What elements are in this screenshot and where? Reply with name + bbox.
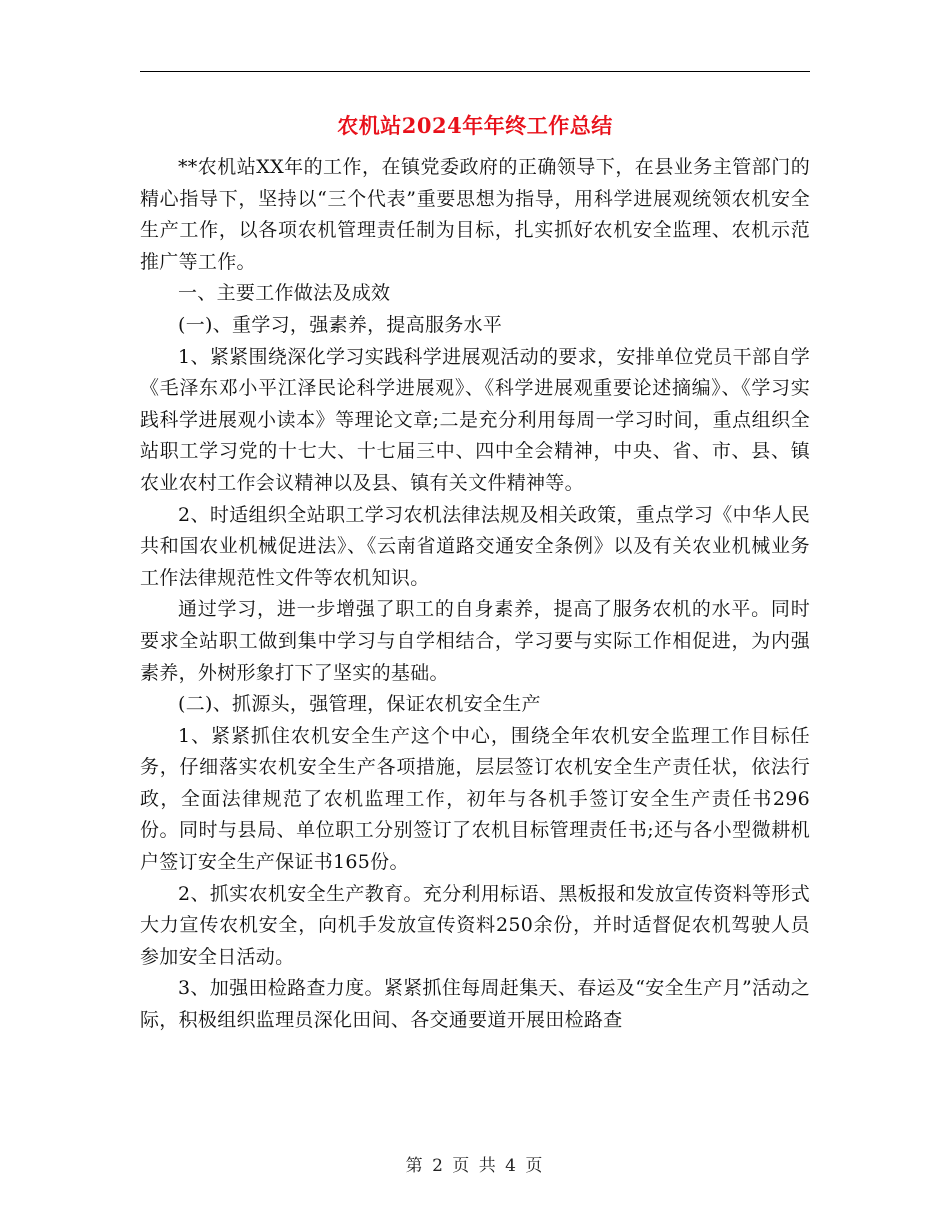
paragraph-safety-3: 3、加强田检路查力度。紧紧抓住每周赶集天、春运及“安全生产月”活动之际，积极组织监理员深化田间、各交通要道开展田检路查 xyxy=(140,977,810,1032)
paragraph-study-result: 通过学习，进一步增强了职工的自身素养，提高了服务农机的水平。同时要求全站职工做到集中学习与自学相结合，学习要与实际工作相促进，为内强素养，外树形象打下了坚实的基础。 xyxy=(140,598,810,684)
document-body xyxy=(140,152,810,1037)
subsection-heading-study: (一)、重学习，强素养，提高服务水平 xyxy=(178,313,503,336)
paragraph-study-2: 2、时适组织全站职工学习农机法律法规及相关政策，重点学习《中华人民共和国农业机械促进法》、《云南省道路交通安全条例》以及有关农业机械业务工作法律规范性文件等农机知识。 xyxy=(140,503,810,589)
paragraph-intro: **农机站XX年的工作，在镇党委政府的正确领导下，在县业务主管部门的精心指导下，坚持以“三个代表”重要思想为指导，用科学进展观统领农机安全生产工作，以各项农机管理责任制为目标，扎实抓好农机安全监理、农机示范推广等工作。 xyxy=(140,156,810,273)
paragraph-safety-1: 1、紧紧抓住农机安全生产这个中心，围绕全年农机安全监理工作目标任务，仔细落实农机安全生产各项措施，层层签订农机安全生产责任状，依法行政，全面法律规范了农机监理工作，初年与各机手签订安全生产责任书296份。同时与县局、单位职工分别签订了农机目标管理责任书;还与各小型微耕机户签订安全生产保证书165份。 xyxy=(140,724,810,874)
header-rule xyxy=(140,71,810,72)
page-number-footer: 第 2 页 共 4 页 xyxy=(405,1156,545,1176)
document-title: 农机站2024年年终工作总结 xyxy=(337,113,613,138)
section-heading-main-work: 一、主要工作做法及成效 xyxy=(178,282,391,305)
paragraph-safety-2: 2、抓实农机安全生产教育。充分利用标语、黑板报和发放宣传资料等形式大力宣传农机安全，向机手发放宣传资料250余份，并时适督促农机驾驶人员参加安全日活动。 xyxy=(140,882,810,968)
subsection-heading-safety: (二)、抓源头，强管理，保证农机安全生产 xyxy=(178,693,541,716)
paragraph-study-1: 1、紧紧围绕深化学习实践科学进展观活动的要求，安排单位党员干部自学《毛泽东邓小平江泽民论科学进展观》、《科学进展观重要论述摘编》、《学习实践科学进展观小读本》等理论文章;二是充分利用每周一学习时间，重点组织全站职工学习党的十七大、十七届三中、四中全会精神，中央、省、市、县、镇农业农村工作会议精神以及县、镇有关文件精神等。 xyxy=(140,345,810,494)
